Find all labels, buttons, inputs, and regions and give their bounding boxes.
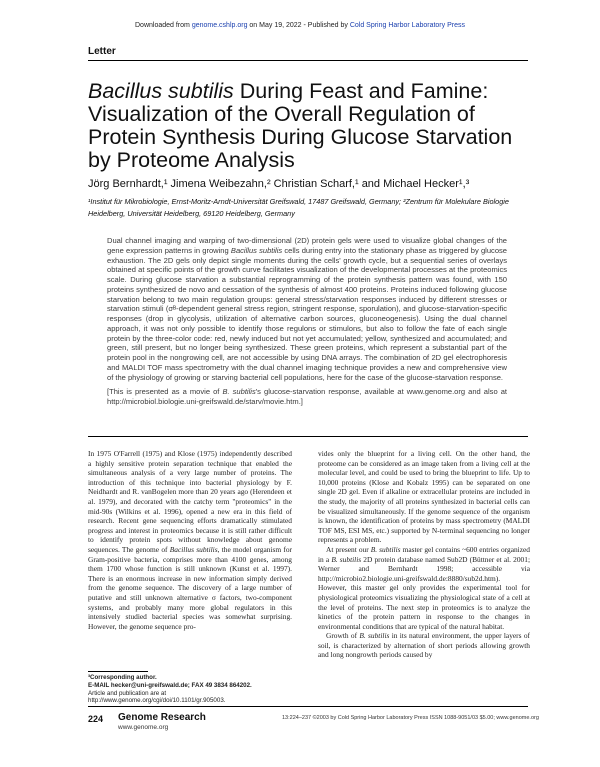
banner-prefix: Downloaded from	[135, 22, 192, 29]
download-banner	[0, 22, 600, 29]
copyright-line: 13:224–237 ©2003 by Cold Spring Harbor Laboratory Press ISSN 1088-9051/03 $5.00; www.genome.org	[282, 715, 539, 721]
corresponding-author: ³Corresponding author.	[88, 674, 157, 681]
body-text: vides only the blueprint for a living cell. On the other hand, the proteome can be considered as an image taken from a living cell at the molecular level, and could be used to bring the blueprint to life. Up to 10,000 proteins (Klose and Kobalz 1995) can be separated on one single 2D gel. Even if alkaline or extracellular proteins are included in the study, the majority of all proteins synthesized in bacterial cells can be visualized simultaneously. If the genome sequence of the organism is known, the identification of proteins by mass spectrometry (MALDI TOF MS, ESI MS, etc.) supported by N-terminal sequencing no longer represents a problem.	[318, 449, 530, 545]
footer-divider	[88, 706, 528, 707]
movie-note-species: B. subtilis	[222, 387, 256, 397]
genome-site-link[interactable]: genome.cshlp.org	[191, 22, 248, 29]
body-species: B. subtilis	[331, 554, 362, 564]
body-paragraph	[318, 449, 530, 545]
abstract-species: Bacillus subtilis	[230, 245, 283, 255]
body-column-left	[88, 449, 292, 631]
body-paragraph	[88, 449, 292, 631]
page-number: 224	[88, 714, 104, 724]
body-species: Bacillus subtilis	[169, 544, 218, 554]
body-column-right	[318, 449, 530, 660]
body-species: B. subtilis	[359, 631, 390, 641]
affiliation: ¹Institut für Mikrobiologie, Ernst-Moritz-Arndt-Universität Greifswald, 17487 Greifswald, Germany; ²Zentrum für Molekulare Biologie Heidelberg, Universität Heidelberg, 69120 Heidelberg, Germany	[88, 197, 509, 218]
contact-email: E-MAIL hecker@uni-greifswald.de; FAX 49 3834 864202.	[88, 681, 252, 689]
header-divider	[88, 60, 528, 61]
body-text: master gel contains ~600 entries organized in a	[318, 544, 530, 564]
article-title	[88, 80, 528, 172]
body-text: in its natural environment, the upper layers of soil, is characterized by alternation of short periods allowing growth and long nongrowth periods caused by	[318, 631, 530, 660]
section-label: Letter	[88, 46, 116, 57]
movie-note	[107, 387, 507, 407]
body-species: B. subtilis	[370, 544, 401, 554]
abstract-text: Dual channel imaging and warping of two-dimensional (2D) protein gels were used to visualize global changes of the gene expression patterns in growing	[107, 236, 507, 255]
title-rest: During Feast and Famine: Visualization of the Overall Regulation of Protein Synthesis During Glucose Starvation by Proteome Analysis	[88, 79, 513, 172]
article-doi: Article and publication are at http://www.genome.org/cgi/doi/10.1101/gr.905003.	[88, 689, 226, 705]
banner-middle: on May 19, 2022 - Published by	[247, 22, 350, 29]
body-paragraph	[318, 545, 530, 631]
body-text: At present our	[326, 544, 371, 554]
body-text: 2D protein database named Sub2D (Büttner et al. 2001; Werner and Bernhardt 1998; accessible via http://microbio2.biologie.uni-greifswald.de:8880/sub2d.htm). However, this master gel only provides the experimental tool for physiological proteomics visualizing the physiological state of a cell at the level of proteins. The next step in proteomics is to analyze the kinetics of the protein pattern in response to the changes in environmental conditions that are typical of the natural habitat.	[318, 554, 530, 631]
body-text: Growth of	[326, 631, 360, 641]
abstract	[107, 236, 507, 412]
body-text: In 1975 O'Farrell (1975) and Klose (1975) independently described a highly sensitive protein separation technique that enabled the simultaneous analysis of a very large number of proteins. The introduction of this technique into bacterial physiology by F. Neidhardt and R. vanBogelen more than 20 years ago (Herendeen et al. 1979), and decorated with the catchy term "proteomics" in the mid-90s (Wilkins et al. 1996), opened a new era in this field of research. Recent gene sequencing efforts dramatically stimulated progress and interest in proteomics because it is still rather difficult to identify protein spots without knowledge about genome sequences. The genome of	[88, 449, 292, 554]
abstract-paragraph	[107, 236, 507, 382]
footnote-divider	[88, 671, 148, 672]
movie-note-text: [This is presented as a movie of	[107, 387, 223, 397]
abstract-text-cont: cells during entry into the stationary phase as triggered by glucose exhaustion. The 2D gels only depict single moments during the cells' growth cycle, but a sequential series of overlays obtained at specific points of the growth curve facilitates visualization of the developmental processes at the proteomics scale. During glucose starvation a substantial reprogramming of the protein synthesis pattern was found, with 150 proteins synthesized de novo and cessation of the synthesis of almost 400 proteins. Proteins induced following glucose starvation belong to two main regulation groups: general stress/starvation responses induced by different stresses or starvation stimuli (σᴮ-dependent general stress region, stringent response, sporulation), and glucose-starvation-specific responses (drop in glycolysis, utilization of alternative carbon sources, gluconeogenesis). Using the dual channel approach, it was not only possible to identify those regulons or stimulons, but also to follow the fate of each single protein by the three-color code: red, newly induced but not yet accumulated; yellow, synthesized and accumulated; and green, still present, but no longer being synthesized. These green proteins, which represent a substantial part of the protein pool in the nongrowing cell, are not accessible by using DNA arrays. The combination of 2D gel electrophoresis and MALDI TOF mass spectrometry with the dual channel imaging technique provides a new and comprehensive view of the physiology of growing or starving bacterial cell populations, here for the case of the glucose-starvation response.	[107, 245, 507, 382]
body-paragraph	[318, 631, 530, 660]
footnote	[88, 674, 298, 705]
body-text-cont: , the model organism for Gram-positive bacteria, comprises more than 4100 genes, among them 1700 whose function is still unknown (Kunst et al. 1997). There is an enormous increase in new information simply derived from the genome sequence. The discovery of a large number of putative and still unknown alternative σ factors, two-component systems, and probably many more global regulators in this intensively studied bacterial species was somewhat surprising. However, the genome sequence pro-	[88, 544, 292, 631]
movie-note-text-cont: 's glucose-starvation response, available at www.genome.org and also at http://microbiol.biologie.uni-greifswald.de/starv/movie.htm.]	[107, 387, 508, 406]
publisher-link[interactable]: Cold Spring Harbor Laboratory Press	[349, 22, 465, 29]
journal-url: www.genome.org	[118, 724, 169, 731]
journal-name: Genome Research	[118, 712, 206, 723]
title-species: Bacillus subtilis	[88, 79, 234, 103]
abstract-divider	[88, 436, 528, 437]
author-list: Jörg Bernhardt,¹ Jimena Weibezahn,² Christian Scharf,¹ and Michael Hecker¹,³	[88, 178, 470, 190]
